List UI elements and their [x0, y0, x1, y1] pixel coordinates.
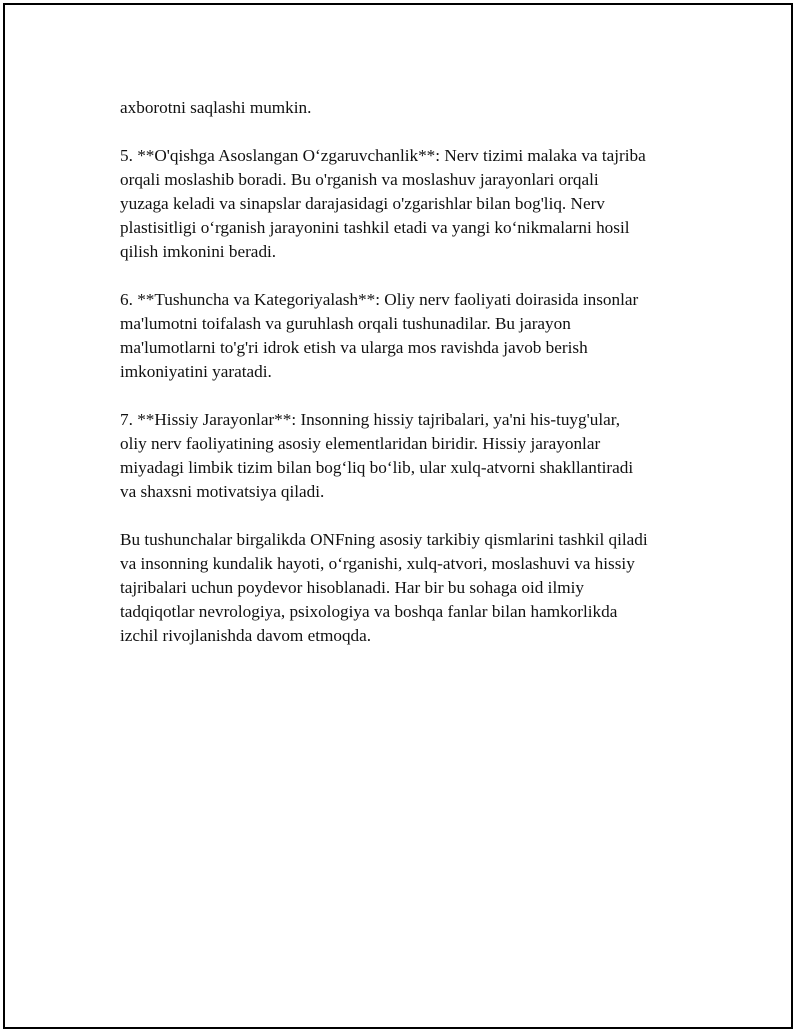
document-page: [3, 3, 793, 1029]
paragraph-item-7: 7. **Hissiy Jarayonlar**: Insonning hissiy tajribalari, ya'ni his-tuyg'ular, oliy nerv faoliyatining asosiy elementlaridan biridir. Hissiy jarayonlar miyadagi limbik tizim bilan bog‘liq bo‘lib, ular xulq-atvorni shakllantiradi va shaxsni motivatsiya qiladi.: [120, 410, 634, 501]
paragraph-continuation: axborotni saqlashi mumkin.: [120, 98, 312, 117]
paragraph-item-5: 5. **O'qishga Asoslangan O‘zgaruvchanlik**: Nerv tizimi malaka va tajriba orqali moslashib boradi. Bu o'rganish va moslashuv jarayonlari orqali yuzaga keladi va sinapslar darajasidagi o'zgarishlar bilan bog'liq. Nerv plastisitligi o‘rganish jarayonini tashkil etadi va yangi ko‘nikmalarni hosil qilish imkonini beradi.: [120, 146, 646, 261]
paragraph-item-6: 6. **Tushuncha va Kategoriyalash**: Oliy nerv faoliyati doirasida insonlar ma'lumotni toifalash va guruhlash orqali tushunadilar. Bu jarayon ma'lumotlarni to'g'ri idrok etish va ularga mos ravishda javob berish imkoniyatini yaratadi.: [120, 290, 639, 381]
document-body: [120, 96, 700, 672]
paragraph-conclusion: Bu tushunchalar birgalikda ONFning asosiy tarkibiy qismlarini tashkil qiladi va insonning kundalik hayoti, o‘rganishi, xulq-atvori, moslashuvi va hissiy tajribalari uchun poydevor hisoblanadi. Har bir bu sohaga oid ilmiy tadqiqotlar nevrologiya, psixologiya va boshqa fanlar bilan hamkorlikda izchil rivojlanishda davom etmoqda.: [120, 530, 648, 645]
